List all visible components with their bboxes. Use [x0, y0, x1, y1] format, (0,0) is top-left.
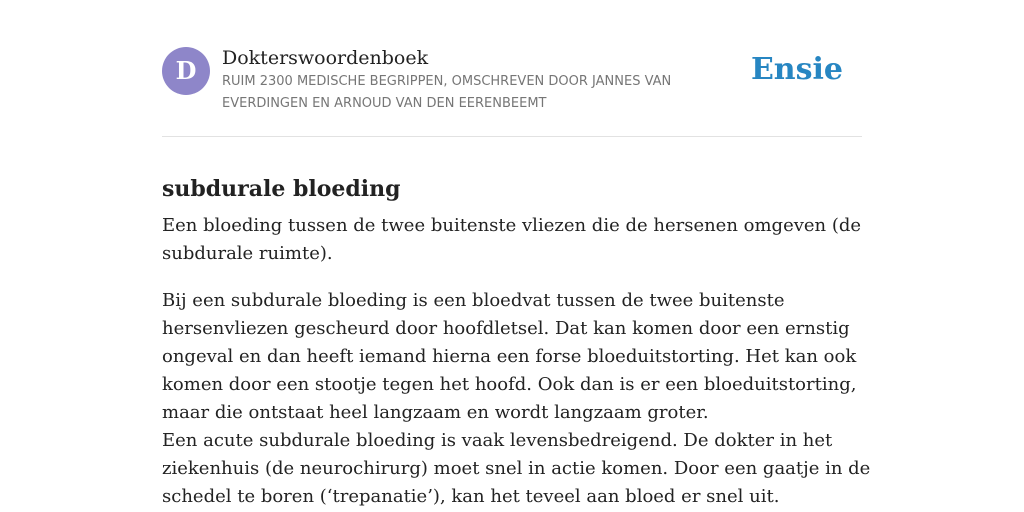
- site-name-link[interactable]: Dokterswoordenboek: [222, 47, 429, 69]
- site-subtitle-line: EVERDINGEN EN ARNOUD VAN DEN EERENBEEMT: [222, 96, 547, 111]
- definition-line: Bij een subdurale bloeding is een bloedvat tussen de twee buitenste: [162, 290, 785, 311]
- definition-line: maar die ontstaat heel langzaam en wordt langzaam groter.: [162, 402, 709, 423]
- ensie-logo-link[interactable]: Ensie: [750, 52, 843, 87]
- avatar[interactable]: D: [162, 47, 210, 95]
- entry-term: subdurale bloeding: [162, 175, 401, 202]
- definition-line: komen door een stootje tegen het hoofd. Ook dan is er een bloeduitstorting,: [162, 374, 857, 395]
- definition-line: Een acute subdurale bloeding is vaak levensbedreigend. De dokter in het: [162, 430, 833, 451]
- definition-line: ziekenhuis (de neurochirurg) moet snel in actie komen. Door een gaatje in de: [162, 458, 871, 479]
- definition-line: schedel te boren (‘trepanatie’), kan het teveel aan bloed er snel uit.: [162, 486, 780, 507]
- entry-definition: [162, 212, 871, 511]
- page-container: [162, 0, 871, 507]
- definition-line: Een bloeding tussen de twee buitenste vliezen die de hersenen omgeven (de: [162, 215, 862, 236]
- site-subtitle: [222, 71, 722, 115]
- site-header: [162, 0, 862, 137]
- site-subtitle-line: RUIM 2300 MEDISCHE BEGRIPPEN, OMSCHREVEN DOOR JANNES VAN: [222, 74, 672, 89]
- definition-line: subdurale ruimte).: [162, 243, 333, 264]
- definition-line: hersenvliezen gescheurd door hoofdletsel. Dat kan komen door een ernstig: [162, 318, 850, 339]
- definition-line: ongeval en dan heeft iemand hierna een forse bloeduitstorting. Het kan ook: [162, 346, 857, 367]
